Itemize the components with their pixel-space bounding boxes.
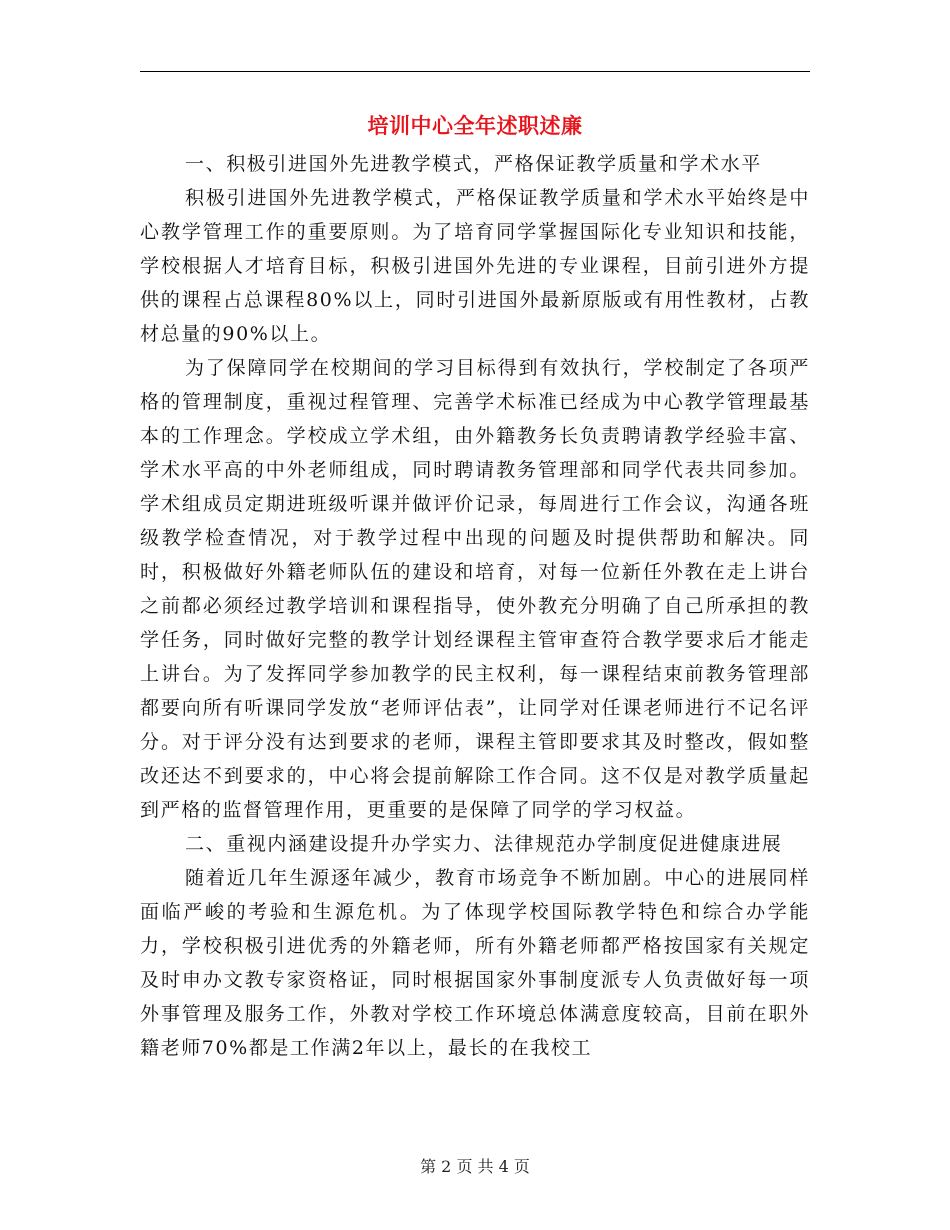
document-title: 培训中心全年述职述廉 [367, 113, 583, 138]
header-rule [140, 71, 810, 72]
page-number: 第 2 页 共 4 页 [420, 1157, 530, 1176]
section-heading-1: 一、积极引进国外先进教学模式，严格保证教学质量和学术水平 [185, 153, 762, 175]
section-heading-2: 二、重视内涵建设提升办学实力、法律规范办学制度促进健康进展 [185, 833, 783, 855]
paragraph-3: 随着近几年生源逐年减少，教育市场竞争不断加剧。中心的进展同样面临严峻的考验和生源危机。为了体现学校国际教学特色和综合办学能力，学校积极引进优秀的外籍老师，所有外籍老师都严格按国家有关规定及时申办文教专家资格证，同时根据国家外事制度派专人负责做好每一项外事管理及服务工作，外教对学校工作环境总体满意度较高，目前在职外籍老师70%都是工作满2年以上，最长的在我校工 [140, 867, 810, 1059]
paragraph-2: 为了保障同学在校期间的学习目标得到有效执行，学校制定了各项严格的管理制度，重视过程管理、完善学术标准已经成为中心教学管理最基本的工作理念。学校成立学术组，由外籍教务长负责聘请教学经验丰富、学术水平高的中外老师组成，同时聘请教务管理部和同学代表共同参加。学术组成员定期进班级听课并做评价记录，每周进行工作会议，沟通各班级教学检查情况，对于教学过程中出现的问题及时提供帮助和解决。同时，积极做好外籍老师队伍的建设和培育，对每一位新任外教在走上讲台之前都必须经过教学培训和课程指导，使外教充分明确了自己所承担的教学任务，同时做好完整的教学计划经课程主管审查符合教学要求后才能走上讲台。为了发挥同学参加教学的民主权利，每一课程结束前教务管理部都要向所有听课同学发放“老师评估表”，让同学对任课老师进行不记名评分。对于评分没有达到要求的老师，课程主管即要求其及时整改，假如整改还达不到要求的，中心将会提前解除工作合同。这不仅是对教学质量起到严格的监督管理作用，更重要的是保障了同学的学习权益。 [140, 357, 810, 821]
document-body [140, 147, 810, 1065]
paragraph-1: 积极引进国外先进教学模式，严格保证教学质量和学术水平始终是中心教学管理工作的重要原则。为了培育同学掌握国际化专业知识和技能，学校根据人才培育目标，积极引进国外先进的专业课程，目前引进外方提供的课程占总课程80%以上，同时引进国外最新原版或有用性教材，占教材总量的90%以上。 [140, 187, 810, 345]
